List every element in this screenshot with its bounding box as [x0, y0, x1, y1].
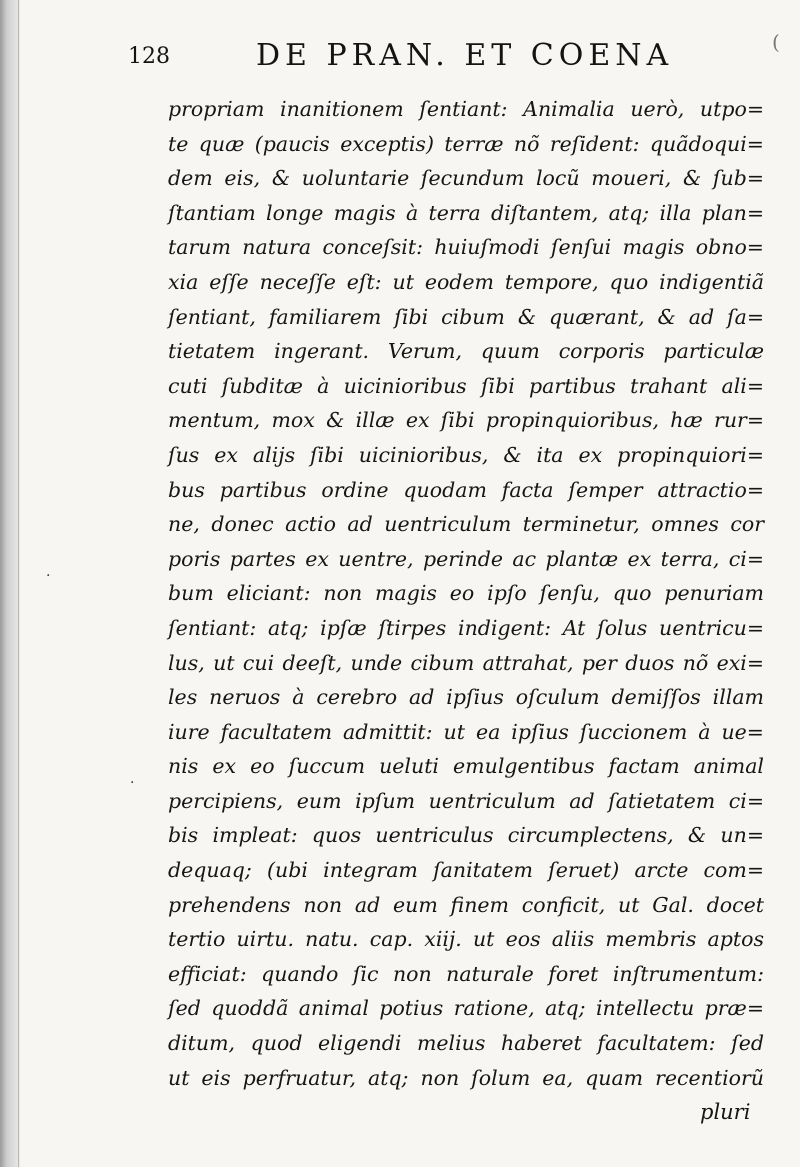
page-number: 128	[128, 44, 170, 69]
text-line: efficiat: quando ſic non naturale foret inſtrumentum:	[168, 961, 764, 986]
text-line: ne, donec actio ad uentriculum terminetur, omnes cor	[168, 512, 764, 537]
text-line: ditum, quod eligendi melius haberet facultatem: ſed	[168, 1031, 764, 1056]
text-line: te quæ (paucis exceptis) terræ nõ reſident: quãdoqui=	[168, 131, 764, 156]
text-line: bus partibus ordine quodam facta ſemper attractio=	[168, 477, 764, 502]
text-line: iure facultatem admittit: ut ea ipſius ſuccionem à ue=	[168, 719, 764, 744]
text-line: tertio uirtu. natu. cap. xiij. ut eos aliis membris aptos	[168, 927, 764, 952]
text-line: ſentiant, familiarem ſibi cibum & quærant, & ad ſa=	[168, 304, 764, 329]
running-head: DE PRAN. ET COENA	[256, 38, 674, 73]
text-line: ſus ex alijs ſibi uicinioribus, & ita ex propinquiori=	[168, 442, 764, 467]
text-line: prehendens non ad eum finem conficit, ut Gal. docet	[168, 892, 764, 917]
page-edge	[18, 0, 19, 1167]
text-line: cuti ſubditæ à uicinioribus ſibi partibus trahant ali=	[168, 373, 764, 398]
text-line: nis ex eo ſuccum ueluti emulgentibus factam animal	[168, 754, 764, 779]
text-line: dequaq; (ubi integram ſanitatem ſeruet) arcte com=	[168, 858, 764, 883]
text-line: propriam inanitionem ſentiant: Animalia uerò, utpo=	[168, 97, 764, 121]
margin-speck: ·	[46, 568, 51, 584]
text-line: xia eſſe neceſſe eſt: ut eodem tempore, quo indigentiã	[168, 269, 764, 294]
margin-speck: ·	[130, 775, 135, 791]
text-line: tarum natura conceſsit: huiuſmodi ſenſui magis obno=	[168, 235, 764, 260]
text-line: mentum, mox & illæ ex ſibi propinquioribus, hæ rur=	[168, 408, 764, 433]
text-line: poris partes ex uentre, perinde ac plantæ ex terra, ci=	[168, 546, 764, 571]
text-line: percipiens, eum ipſum uentriculum ad ſatietatem ci=	[168, 788, 764, 813]
corner-mark: (	[772, 30, 780, 54]
text-line: dem eis, & uoluntarie ſecundum locũ moueri, & ſub=	[168, 166, 764, 191]
text-line: ſentiant: atq; ipſæ ſtirpes indigent: At ſolus uentricu=	[168, 615, 764, 640]
text-line: lus, ut cui deeſt, unde cibum attrahat, per duos nõ exi=	[168, 650, 764, 675]
body-text	[168, 92, 768, 1095]
text-line: ſed quoddã animal potius ratione, atq; intellectu præ=	[168, 996, 764, 1021]
text-line: tietatem ingerant. Verum, quum corporis particulæ	[168, 339, 764, 364]
text-line: ut eis perfruatur, atq; non ſolum ea, quam recentiorũ	[168, 1065, 764, 1090]
text-line: bum eliciant: non magis eo ipſo ſenſu, quo penuriam	[168, 581, 764, 606]
catchword: pluri	[700, 1100, 751, 1124]
text-line: bis impleat: quos uentriculus circumplectens, & un=	[168, 823, 764, 848]
binding-shadow	[0, 0, 20, 1167]
page-header	[0, 38, 800, 78]
text-line: ſtantiam longe magis à terra diſtantem, atq; illa plan=	[168, 200, 764, 225]
text-line: les neruos à cerebro ad ipſius oſculum demiſſos illam	[168, 685, 764, 710]
